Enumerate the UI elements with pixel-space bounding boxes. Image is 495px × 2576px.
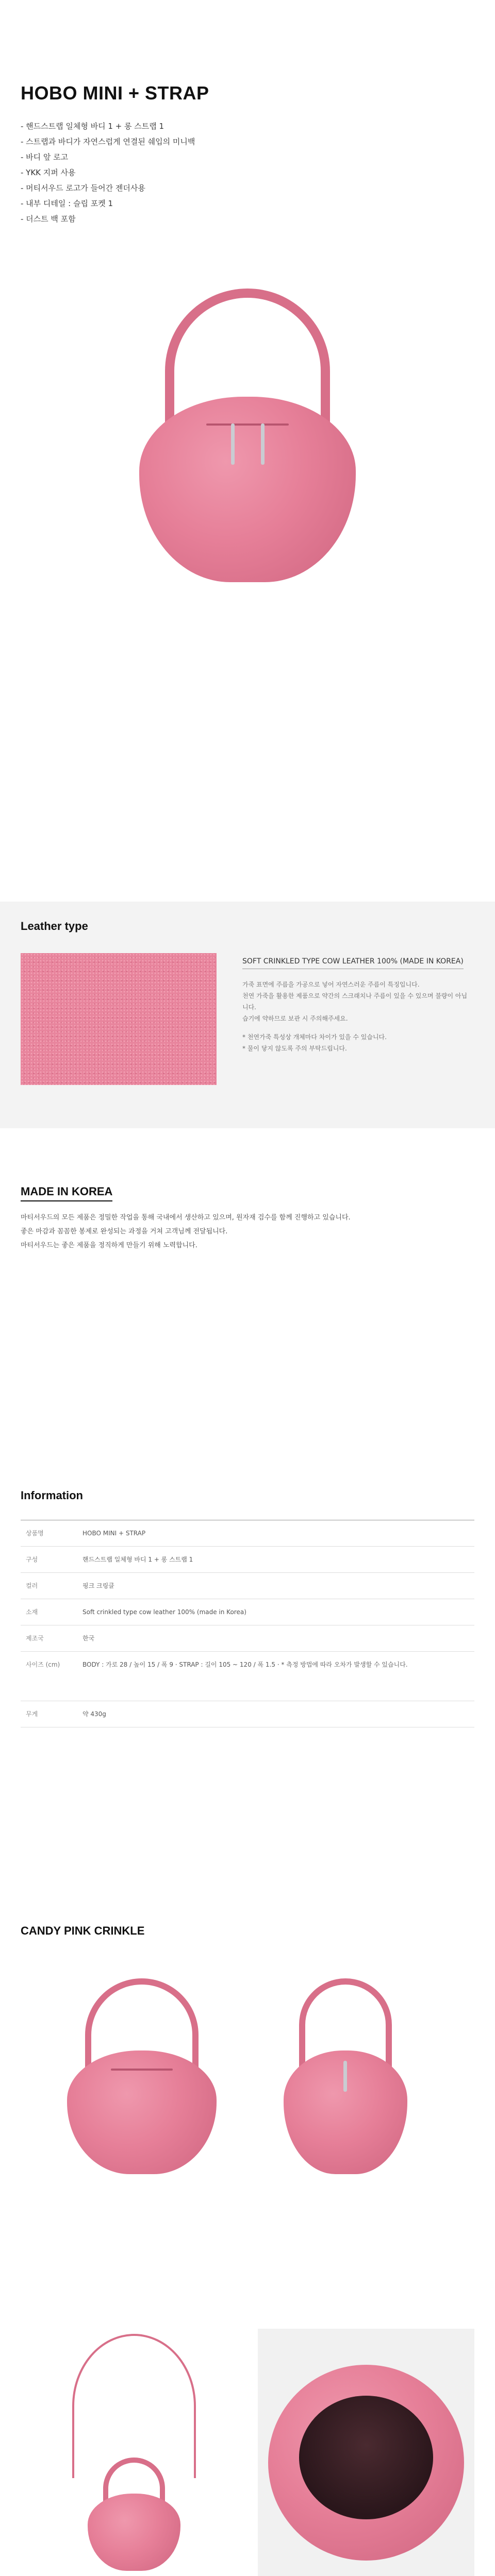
feature-list [21,118,474,227]
feature-item: - 더스트 백 포함 [21,214,76,224]
feature-item: - YKK 지퍼 사용 [21,168,76,177]
leather-desc-line: * 물이 닿지 않도록 주의 부탁드립니다. [242,1045,347,1052]
product-intro [21,82,474,227]
zipper-puller [343,2061,347,2092]
info-key: 소재 [21,1599,77,1625]
info-key: 상품명 [21,1520,77,1547]
info-key: 무게 [21,1701,77,1727]
zipper-puller [261,423,265,465]
color-name: CANDY PINK CRINKLE [21,1924,145,1937]
bag-body [88,2494,180,2571]
info-key: 사이즈 (cm) [21,1652,77,1701]
info-key: 제조국 [21,1625,77,1652]
info-value: HOBO MINI + STRAP [77,1520,474,1547]
table-row [21,1625,474,1652]
info-value: 약 430g [77,1701,474,1727]
table-row [21,1599,474,1625]
info-value: Soft crinkled type cow leather 100% (made in Korea) [77,1599,474,1625]
made-in-korea-heading: MADE IN KOREA [21,1185,112,1201]
info-key: 구성 [21,1547,77,1573]
feature-item: - 스트랩과 바디가 자연스럽게 연결된 쉐입의 미니백 [21,137,195,146]
made-line: 좋은 마감과 꼼꼼한 봉제로 완성되는 과정을 거쳐 고객님께 전달됩니다. [21,1228,228,1235]
leather-desc-line: * 천연가죽 특성상 개체마다 차이가 있을 수 있습니다. [242,1033,387,1041]
information-table [21,1520,474,1727]
info-value: 핸드스트랩 일체형 바디 1 + 롱 스트랩 1 [77,1547,474,1573]
feature-item: - 핸드스트랩 일체형 바디 1 + 롱 스트랩 1 [21,122,164,131]
leather-desc-line: 천연 가죽을 활용한 제품으로 약간의 스크래치나 주름이 있을 수 있으며 불량이 아닙니다. [242,992,468,1011]
product-photo-front [62,1973,222,2190]
info-value: 핑크 크링클 [77,1573,474,1599]
leather-texture-image [21,953,217,1085]
product-photo-side [278,1973,412,2190]
leather-desc-line: 가죽 표면에 주름을 가공으로 넣어 자연스러운 주름이 특징입니다. [242,981,420,988]
product-photo-with-strap [57,2329,211,2576]
table-row [21,1520,474,1547]
info-value: 한국 [77,1625,474,1652]
feature-item: - 내부 디테일 : 슬립 포켓 1 [21,199,113,208]
product-photo-inside [258,2329,474,2576]
leather-name: SOFT CRINKLED TYPE COW LEATHER 100% (MADE IN KOREA) [242,957,464,969]
information-heading: Information [21,1489,83,1502]
table-row [21,1652,474,1701]
made-line: 마티서우드의 모든 제품은 정밀한 작업을 통해 국내에서 생산하고 있으며, 원자재 검수를 함께 진행하고 있습니다. [21,1214,351,1222]
bag-zipper [206,423,289,426]
zipper-puller [231,423,235,465]
table-row [21,1573,474,1599]
feature-item: - 머티서우드 로고가 들어간 젠더사용 [21,183,145,193]
made-line: 마티서우드는 좋은 제품을 정직하게 만들기 위해 노력합니다. [21,1242,197,1249]
table-row [21,1701,474,1727]
bag-interior [299,2396,433,2519]
feature-item: - 바디 앞 로고 [21,152,69,162]
info-value: BODY : 가로 28 / 높이 15 / 폭 9 · STRAP : 길이 105 ~ 120 / 폭 1.5 · * 측정 방법에 따라 오차가 발생할 수 있습니다. [77,1652,474,1701]
table-row [21,1547,474,1573]
leather-heading: Leather type [21,920,88,933]
leather-desc-line: 습기에 약하므로 보관 시 주의해주세요. [242,1015,348,1022]
made-in-korea-text [21,1211,474,1252]
info-key: 컬러 [21,1573,77,1599]
hero-product-image [129,289,366,587]
bag-zipper [111,2069,173,2071]
leather-description [242,979,469,1054]
product-title: HOBO MINI + STRAP [21,82,209,104]
long-strap [72,2334,196,2478]
